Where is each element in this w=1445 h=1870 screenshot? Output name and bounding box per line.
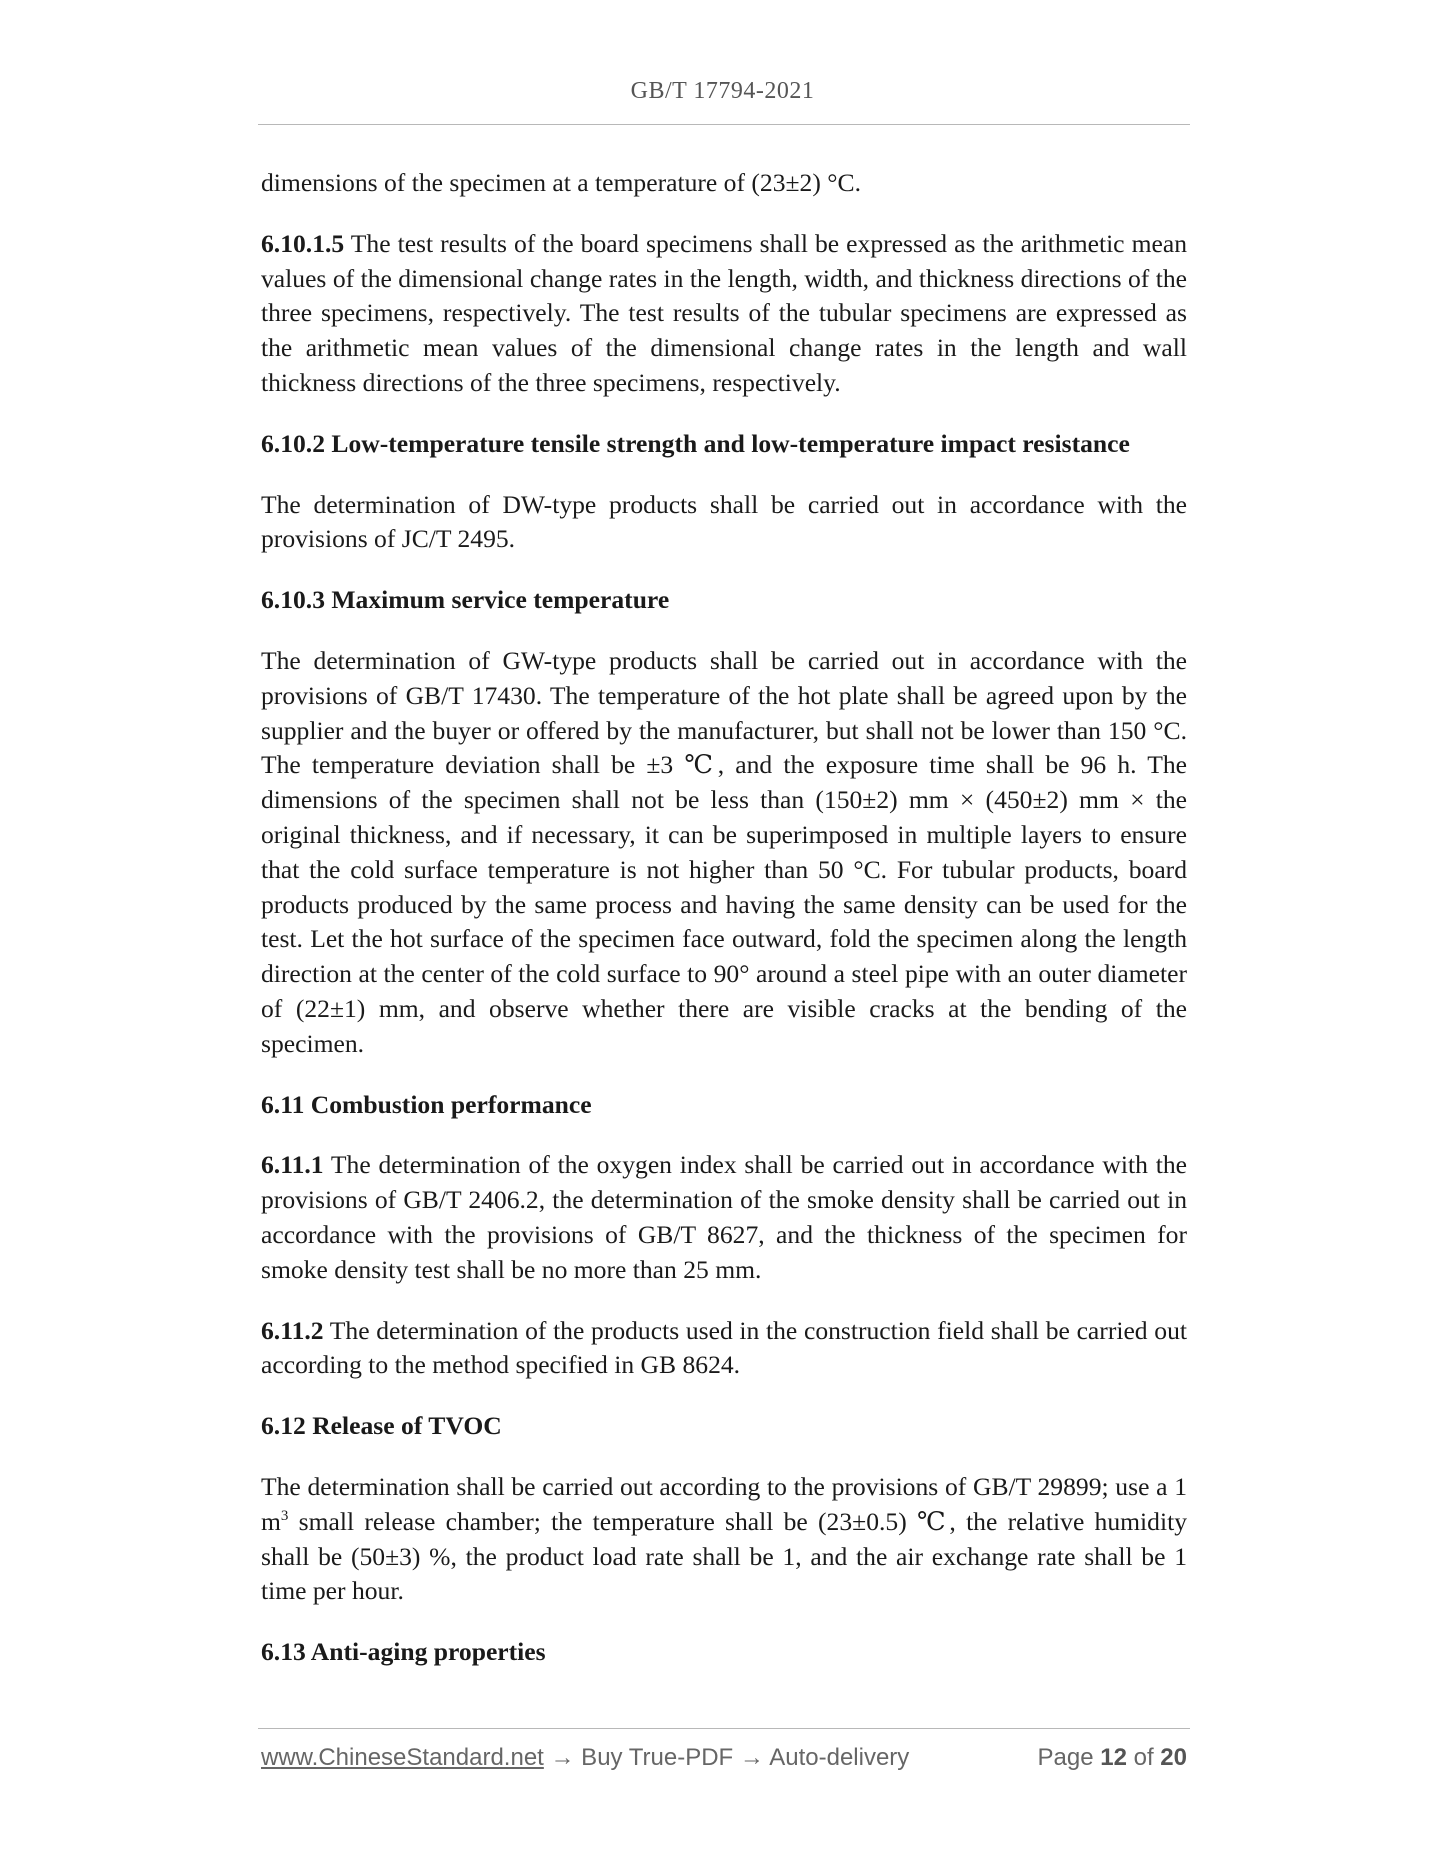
paragraph-6-11-2 bbox=[261, 1314, 1187, 1384]
paragraph-dw-type: The determination of DW-type products shall be carried out in accordance with the provisions of JC/T 2495. bbox=[261, 489, 1187, 554]
page-label: Page bbox=[1037, 1744, 1094, 1771]
heading-6-10-3: 6.10.3 Maximum service temperature bbox=[261, 585, 670, 615]
page-header-standard-code: GB/T 17794-2021 bbox=[630, 78, 815, 104]
paragraph-tvoc bbox=[261, 1470, 1187, 1609]
clause-text: The determination of the products used in the construction field shall be carried out according to the method specified in GB 8624. bbox=[261, 1315, 1187, 1380]
header-divider bbox=[258, 124, 1190, 125]
paragraph-6-10-1-5 bbox=[261, 227, 1187, 401]
paragraph-gw-type: The determination of GW-type products shall be carried out in accordance with the provisions of GB/T 17430. The temperature of the hot plate shall be agreed upon by the supplier and the buyer or offered by the manufacturer, but shall not be lower than 150 °C. The temperature deviation shall be ±3 ℃, and the exposure time shall be 96 h. The dimensions of the specimen shall not be less than (150±2) mm × (450±2) mm × the original thickness, and if necessary, it can be superimposed in multiple layers to ensure that the cold surface temperature is not higher than 50 °C. For tubular products, board products produced by the same process and having the same density can be used for the test. Let the hot surface of the specimen face outward, fold the specimen along the length direction at the center of the cold surface to 90° around a steel pipe with an outer diameter of (22±1) mm, and observe whether there are visible cracks at the bending of the specimen. bbox=[261, 645, 1187, 1058]
clause-text: The test results of the board specimens shall be expressed as the arithmetic mean values of the dimensional change rates in the length, width, and thickness directions of the three specimens, respectively. The test results of the tubular specimens are expressed as the arithmetic mean values of the dimensional change rates in the length and wall thickness directions of the three specimens, respectively. bbox=[261, 228, 1187, 397]
heading-6-13: 6.13 Anti-aging properties bbox=[261, 1637, 546, 1667]
heading-6-12: 6.12 Release of TVOC bbox=[261, 1411, 502, 1441]
footer-promo-text: → Buy True-PDF → Auto-delivery bbox=[543, 1744, 910, 1771]
tvoc-text-part2: small release chamber; the temperature shall be (23±0.5) ℃, the relative humidity shall be (50±3) %, the product load rate shall be 1, and the air exchange rate shall be 1 time per hour. bbox=[261, 1506, 1187, 1606]
page-current: 12 bbox=[1100, 1744, 1127, 1771]
footer-promo bbox=[261, 1744, 909, 1772]
tvoc-text-part1: The determination shall be carried out according to the provisions of GB/T 29899; use a 1 m bbox=[261, 1471, 1187, 1536]
heading-6-11: 6.11 Combustion performance bbox=[261, 1089, 592, 1119]
document-body bbox=[261, 166, 1187, 1696]
page-footer bbox=[261, 1744, 1187, 1772]
paragraph-continuation: dimensions of the specimen at a temperature of (23±2) °C. bbox=[261, 168, 861, 197]
footer-divider bbox=[258, 1728, 1190, 1729]
page-number bbox=[1038, 1744, 1188, 1772]
clause-text: The determination of the oxygen index shall be carried out in accordance with the provisions of GB/T 2406.2, the determination of the smoke density shall be carried out in accordance with the provisions of GB/T 8627, and the thickness of the specimen for smoke density test shall be no more than 25 mm. bbox=[261, 1150, 1187, 1284]
paragraph-6-11-1 bbox=[261, 1148, 1187, 1287]
heading-6-10-2: 6.10.2 Low-temperature tensile strength and low-temperature impact resistance bbox=[261, 428, 1130, 458]
clause-number: 6.11.1 bbox=[261, 1150, 324, 1180]
page-of: of bbox=[1133, 1744, 1154, 1771]
chinesestandard-link[interactable]: www.ChineseStandard.net bbox=[261, 1744, 544, 1771]
superscript-3: 3 bbox=[280, 1507, 289, 1524]
clause-number: 6.11.2 bbox=[261, 1315, 324, 1345]
page-total: 20 bbox=[1160, 1744, 1187, 1771]
clause-number: 6.10.1.5 bbox=[261, 228, 345, 258]
